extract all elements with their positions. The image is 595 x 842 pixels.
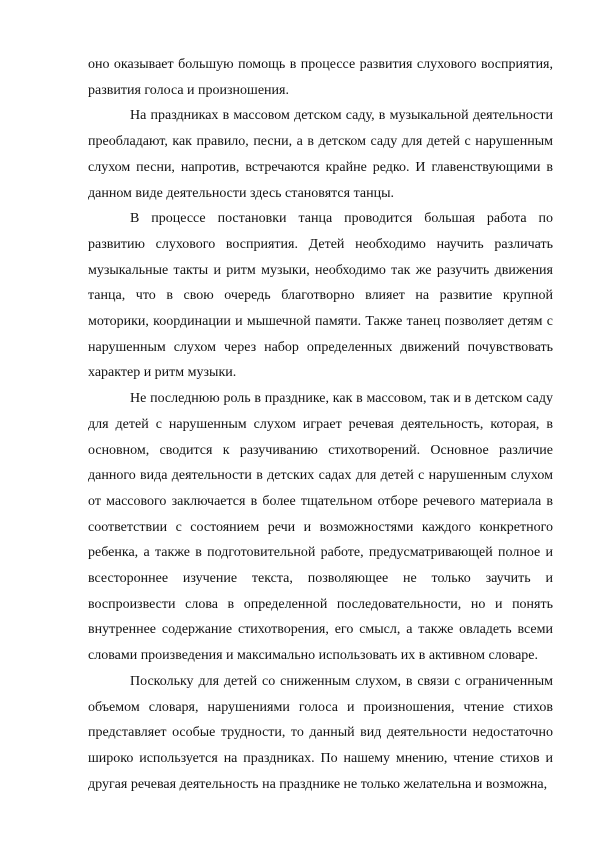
paragraph-speech-activity: Не последнюю роль в празднике, как в массовом, так и в детском саду для детей с нарушенным слухом играет речевая деятельность, которая, в основном, сводится к разучиванию стихотворений. Основное различие данного вида деятельности в детских садах для детей с нарушенным слухом от массового заключается в более тщательном отборе речевого материала в соответствии с состоянием речи и возможностями каждого конкретного ребенка, а также в подготовительной работе, предусматривающей полное и всестороннее изучение текста, позволяющее не только заучить и воспроизвести слова в определенной последовательности, но и понять внутреннее содержание стихотворения, его смысл, а также овладеть всеми словами произведения и максимально использовать их в активном словаре. — [88, 391, 553, 664]
paragraph-poetry-reading: Поскольку для детей со сниженным слухом, в связи с ограниченным объемом словаря, нарушениями голоса и произношения, чтение стихов представляет особые трудности, то данный вид деятельности недостаточно широко используется на праздниках. По нашему мнению, чтение стихов и другая речевая деятельность на празднике не только желательна и возможна, — [88, 673, 553, 792]
paragraph-holidays-music: На праздниках в массовом детском саду, в музыкальной деятельности преобладают, как правило, песни, а в детском саду для детей с нарушенным слухом песни, напротив, встречаются крайне редко. И главенствующими в данном виде деятельности здесь становятся танцы. — [88, 108, 553, 201]
paragraph-continued: оно оказывает большую помощь в процессе развития слухового восприятия, развития голоса и произношения. — [88, 57, 553, 98]
body-text — [88, 52, 553, 797]
paragraph-dance: В процессе постановки танца проводится большая работа по развитию слухового восприятия. Детей необходимо научить различать музыкальные такты и ритм музыки, необходимо так же разучить движения танца, что в свою очередь благотворно влияет на развитие крупной моторики, координации и мышечной памяти. Также танец позволяет детям с нарушенным слухом через набор определенных движений почувствовать характер и ритм музыки. — [88, 211, 553, 381]
